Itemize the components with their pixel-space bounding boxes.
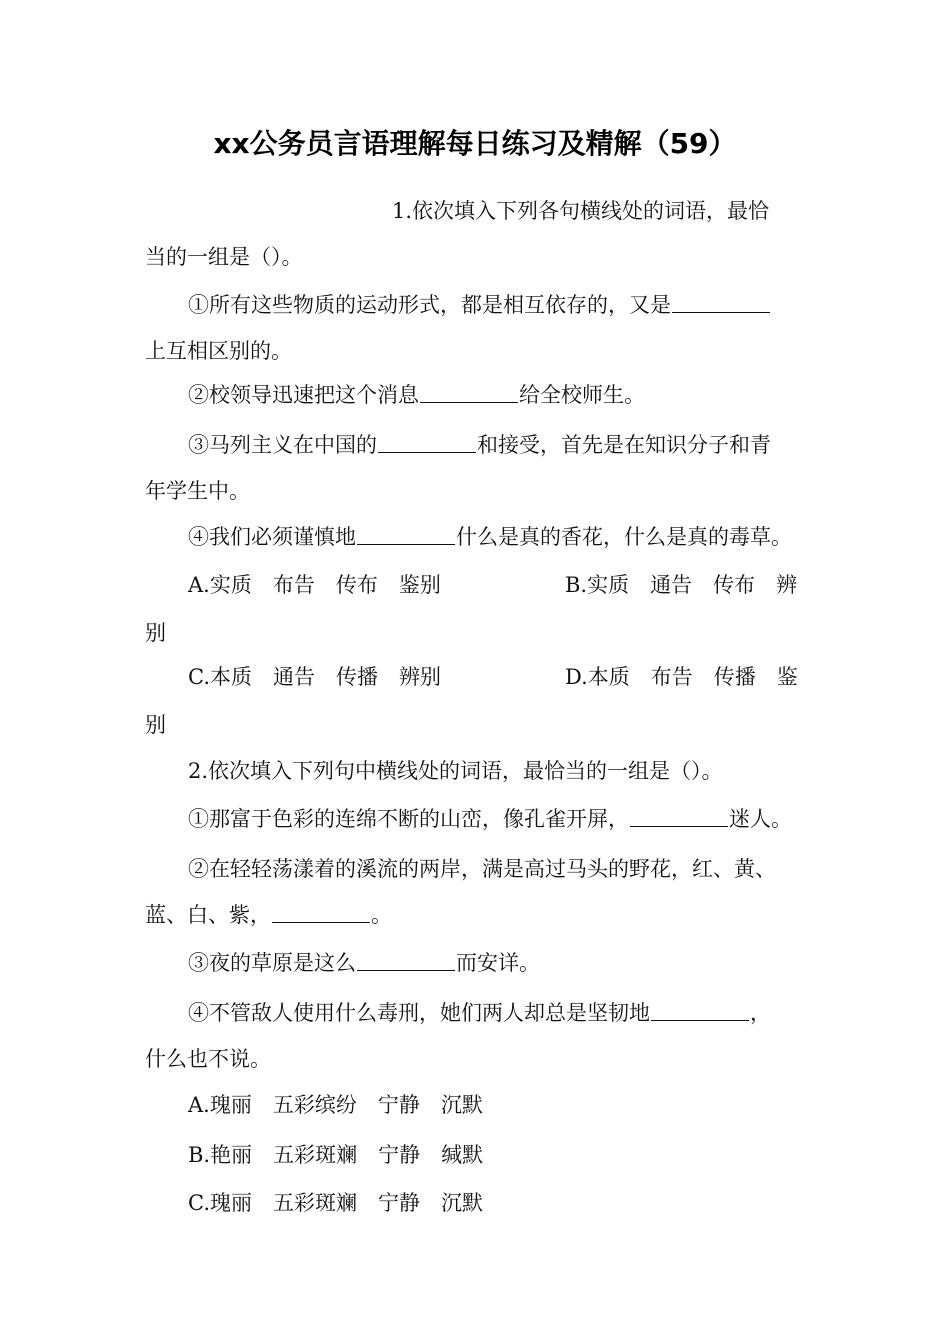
q2-sentence2-before: 蓝、白、紫， (145, 903, 271, 927)
q2-sentence4-after: ， (750, 1001, 771, 1025)
q2-sentence1 (188, 806, 792, 832)
q2-sentence3-before: ③夜的草原是这么 (188, 951, 356, 975)
q1-option-b-wrap: 别 (145, 621, 166, 645)
q1-sentence1-line1 (188, 292, 771, 318)
q1-option-d-wrap: 别 (145, 713, 166, 737)
q1-sentence4 (188, 524, 792, 550)
answer-blank (357, 524, 455, 545)
q2-sentence4-before: ④不管敌人使用什么毒刑，她们两人却总是坚韧地 (188, 1001, 650, 1025)
q1-sentence3-line1 (188, 432, 771, 458)
q2-sentence3-after: 而安详。 (456, 951, 540, 975)
q1-option-c: C.本质 通告 传播 辨别 (188, 665, 441, 689)
q2-option-b: B.艳丽 五彩斑斓 宁静 缄默 (188, 1143, 484, 1167)
q1-option-a: A.实质 布告 传布 鉴别 (188, 573, 441, 597)
q1-option-d: D.本质 布告 传播 鉴 (565, 665, 798, 689)
answer-blank (672, 292, 770, 313)
q2-sentence4-line1 (188, 1000, 771, 1026)
q1-sentence3-after: 和接受，首先是在知识分子和青 (477, 433, 771, 457)
answer-blank (651, 1000, 749, 1021)
q1-sentence2 (188, 382, 645, 408)
q1-sentence1-line2: 上互相区别的。 (145, 339, 292, 363)
q2-option-c: C.瑰丽 五彩斑斓 宁静 沉默 (188, 1191, 483, 1215)
answer-blank (630, 806, 728, 827)
q1-sentence3-line2: 年学生中。 (145, 479, 250, 503)
answer-blank (378, 432, 476, 453)
q1-option-b: B.实质 通告 传布 辨 (565, 573, 798, 597)
q2-sentence2-line2 (145, 902, 392, 928)
q2-stem: 2.依次填入下列句中横线处的词语，最恰当的一组是（）。 (188, 759, 723, 783)
q2-sentence1-before: ①那富于色彩的连绵不断的山峦，像孔雀开屏， (188, 807, 629, 831)
q2-sentence4-line2: 什么也不说。 (145, 1047, 271, 1071)
q1-stem-line2: 当的一组是（）。 (145, 245, 303, 269)
q2-option-a: A.瑰丽 五彩缤纷 宁静 沉默 (188, 1093, 483, 1117)
q2-sentence2-line1: ②在轻轻荡漾着的溪流的两岸，满是高过马头的野花，红、黄、 (188, 857, 776, 881)
q1-sentence1-text: ①所有这些物质的运动形式，都是相互依存的，又是 (188, 293, 671, 317)
answer-blank (420, 382, 518, 403)
answer-blank (272, 902, 370, 923)
q1-sentence2-after: 给全校师生。 (519, 383, 645, 407)
q1-sentence4-after: 什么是真的香花，什么是真的毒草。 (456, 525, 792, 549)
q1-sentence2-before: ②校领导迅速把这个消息 (188, 383, 419, 407)
q2-sentence2-after: 。 (371, 903, 392, 927)
page-title: xx公务员言语理解每日练习及精解（59） (213, 127, 737, 160)
q1-stem-line1: 1.依次填入下列各句横线处的词语，最恰 (392, 199, 770, 223)
q1-sentence4-before: ④我们必须谨慎地 (188, 525, 356, 549)
q2-sentence1-after: 迷人。 (729, 807, 792, 831)
answer-blank (357, 950, 455, 971)
q2-sentence3 (188, 950, 540, 976)
q1-sentence3-before: ③马列主义在中国的 (188, 433, 377, 457)
